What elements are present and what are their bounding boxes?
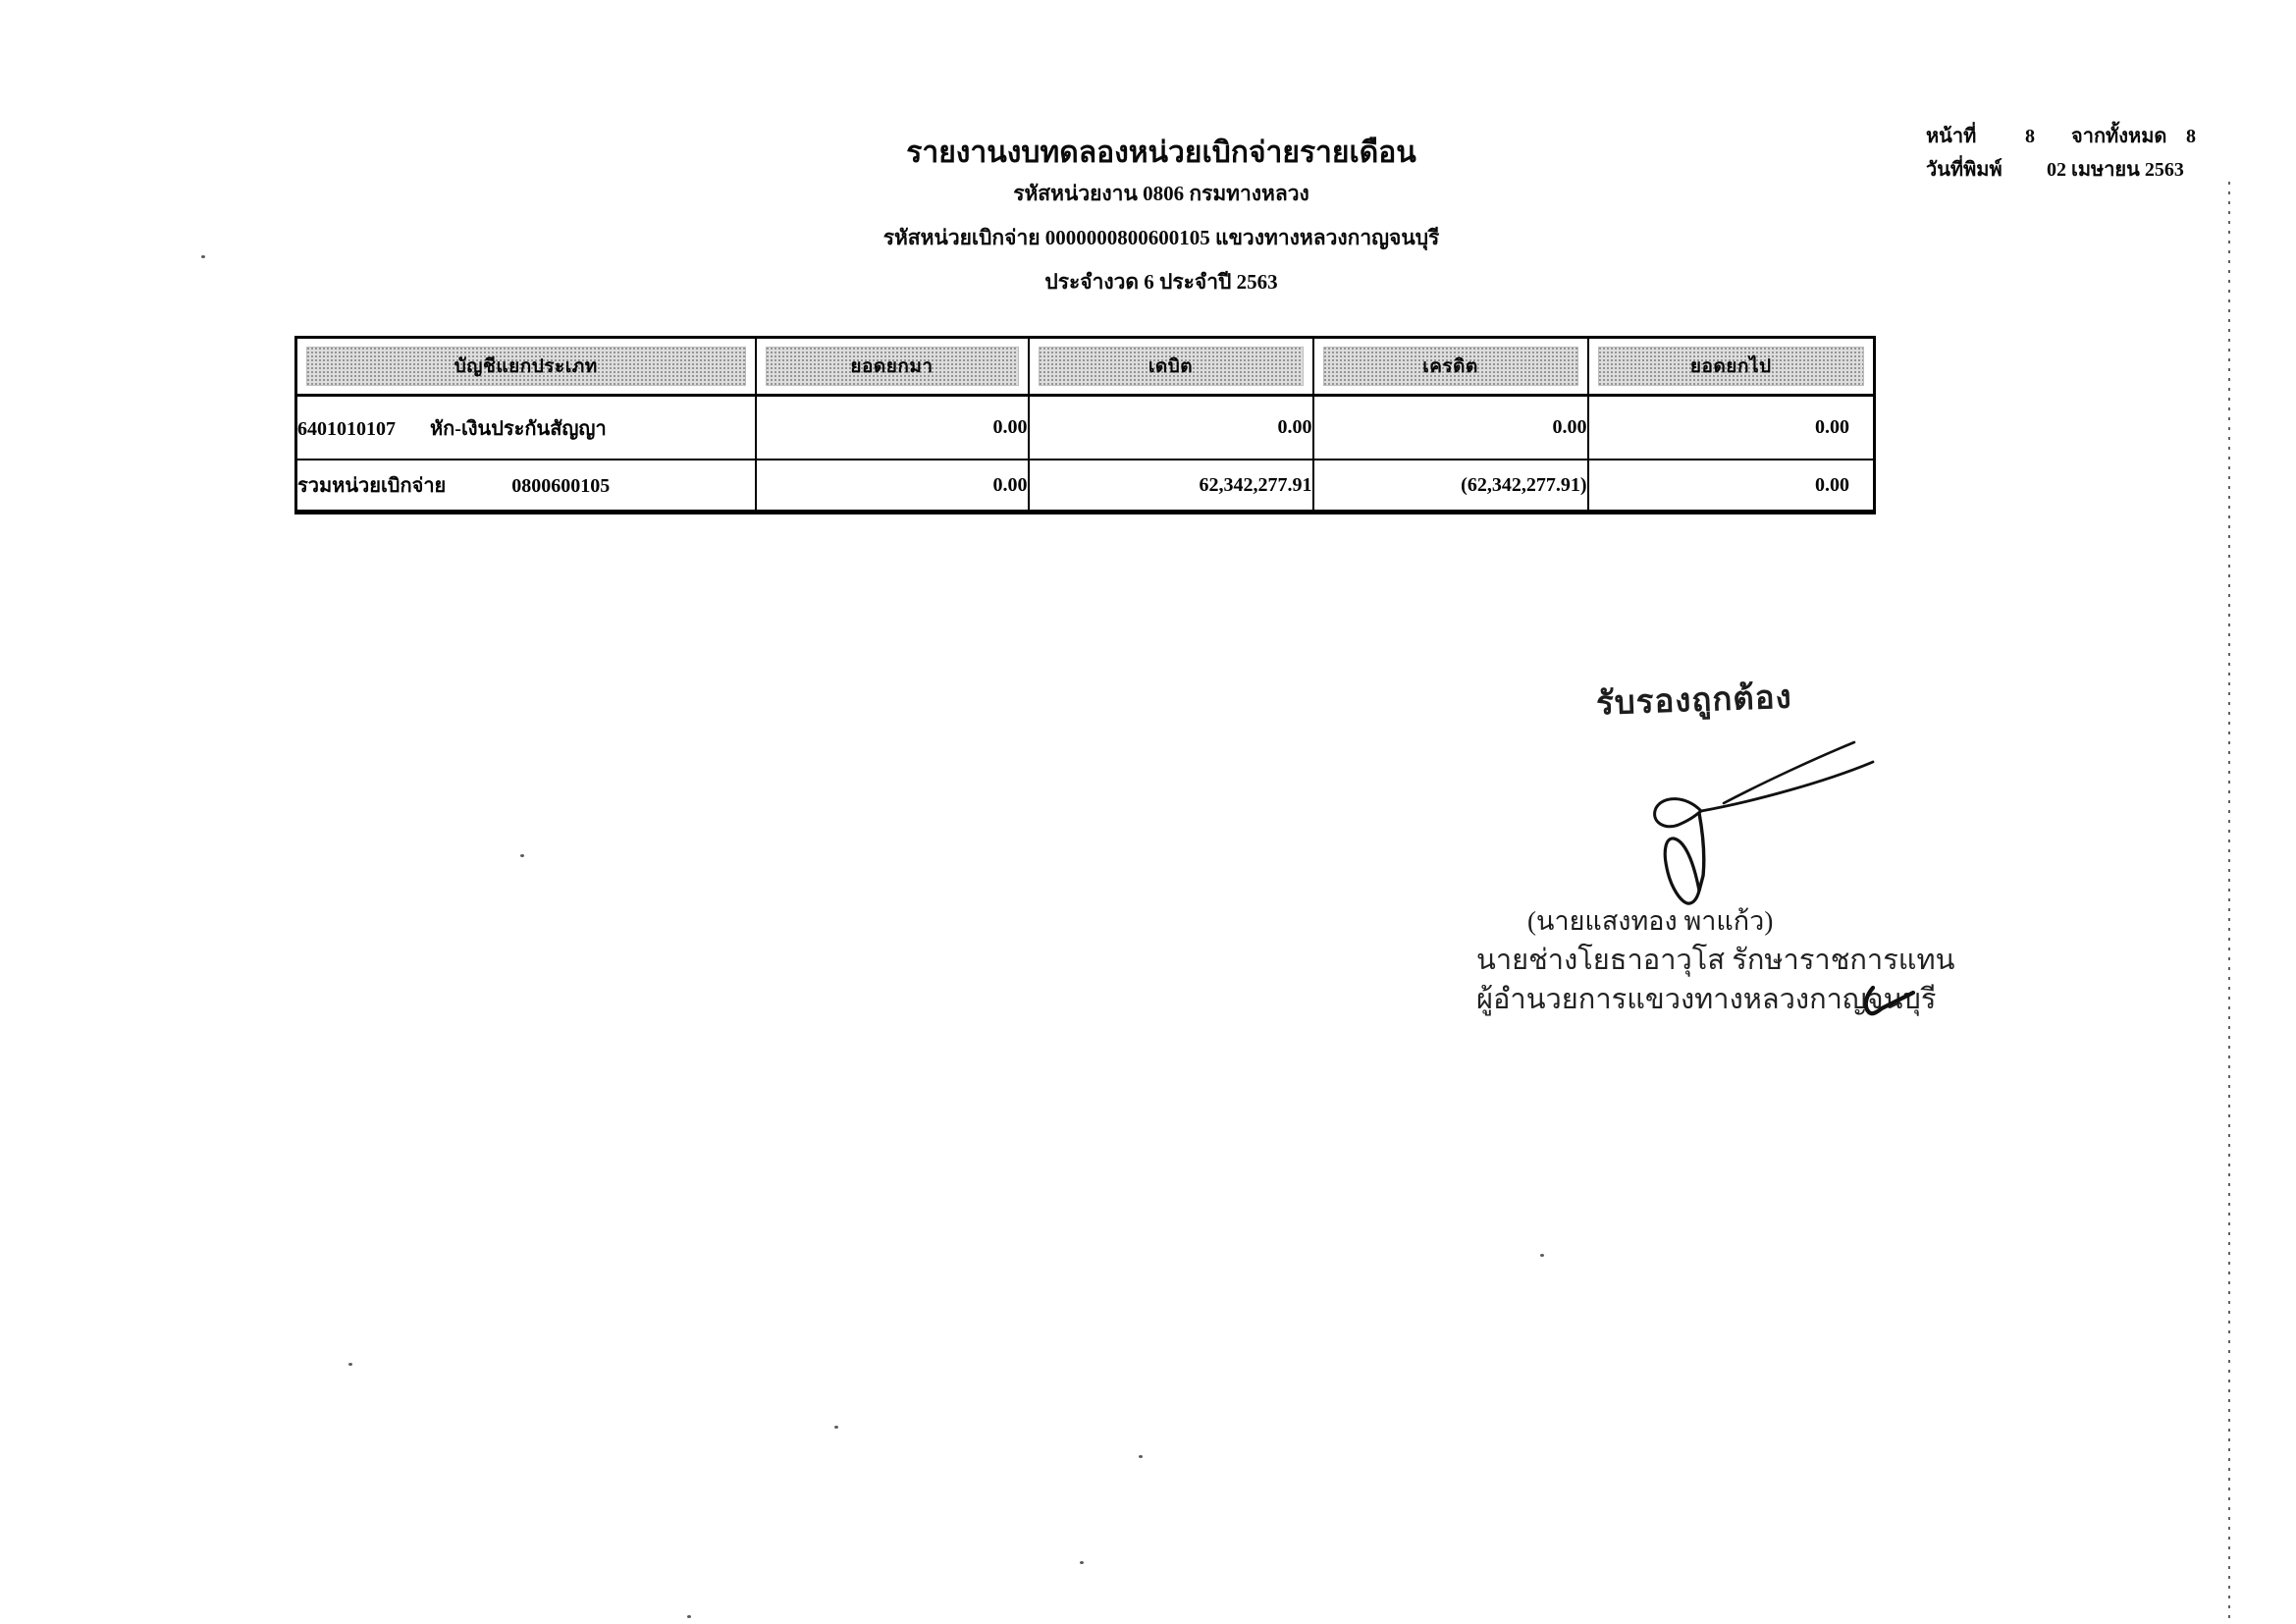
page-info: [1926, 120, 2227, 187]
handwritten-checkmark: [1857, 982, 1918, 1025]
page-number: 8: [2025, 126, 2035, 147]
report-title: รายงานงบทดลองหน่วยเบิกจ่ายรายเดือน: [906, 136, 1416, 169]
trial-balance-table: [294, 336, 1876, 514]
signer-position-1: นายช่างโยธาอาวุโส รักษาราชการแทน: [1476, 945, 1955, 976]
header-label-credit: เครดิต: [1323, 347, 1578, 386]
total-cell: [296, 460, 756, 513]
period-line: ประจำงวด 6 ประจำปี 2563: [1044, 270, 1278, 294]
header-cell-credit: [1313, 338, 1588, 396]
cell-balance-carry: 0.00: [1588, 396, 1875, 460]
page-label: หน้าที่: [1926, 126, 1977, 147]
cell-debit: 62,342,277.91: [1029, 460, 1313, 513]
cell-credit: 0.00: [1313, 396, 1588, 460]
cell-balance-forward: 0.00: [756, 396, 1029, 460]
scan-speck: [1080, 1561, 1084, 1564]
header-cell-balance-carry: [1588, 338, 1875, 396]
table-row-account: [296, 396, 1875, 460]
scan-speck: [687, 1615, 691, 1618]
header-label-account: บัญชีแยกประเภท: [306, 347, 746, 386]
print-date-label: วันที่พิมพ์: [1926, 159, 2002, 181]
header-cell-debit: [1029, 338, 1313, 396]
header-label-balance-forward: ยอดยกมา: [766, 347, 1019, 386]
print-date: 02 เมษายน 2563: [2047, 159, 2184, 181]
cell-balance-forward: 0.00: [756, 460, 1029, 513]
scan-speck: [834, 1426, 838, 1429]
account-cell: [296, 396, 756, 460]
total-label: จากทั้งหมด: [2071, 126, 2167, 147]
signer-name: (นายแสงทอง พาแก้ว): [1527, 906, 1774, 936]
header-cell-balance-forward: [756, 338, 1029, 396]
signer-position-2: ผู้อำนวยการแขวงทางหลวงกาญจนบุรี: [1476, 984, 1937, 1015]
print-date-row: [1926, 153, 2227, 187]
agency-code-line: รหัสหน่วยงาน 0806 กรมทางหลวง: [1013, 182, 1309, 205]
cell-balance-carry: 0.00: [1588, 460, 1875, 513]
account-name: หัก-เงินประกันสัญญา: [430, 417, 607, 440]
header-cell-account: [296, 338, 756, 396]
scan-speck: [348, 1363, 352, 1366]
scan-speck: [1139, 1455, 1143, 1458]
scan-speck: [1540, 1254, 1544, 1257]
scan-speck: [520, 854, 524, 857]
total-unit-code: 0800600105: [511, 475, 611, 497]
total-label: รวมหน่วยเบิกจ่าย: [297, 475, 447, 497]
scan-speck: [201, 255, 205, 258]
page-number-row: [1926, 120, 2227, 153]
cell-debit: 0.00: [1029, 396, 1313, 460]
table-header-row: [296, 338, 1875, 396]
disbursing-unit-line: รหัสหน่วยเบิกจ่าย 0000000800600105 แขวงทางหลวงกาญจนบุรี: [882, 226, 1440, 249]
total-pages: 8: [2186, 126, 2196, 147]
account-code: 6401010107: [297, 417, 396, 440]
certified-correct-stamp: รับรองถูกต้อง: [1595, 679, 1793, 723]
table-row-total: [296, 460, 1875, 513]
header-label-balance-carry: ยอดยกไป: [1598, 347, 1865, 386]
scanner-dotted-line: [2228, 182, 2230, 1624]
header-label-debit: เดบิต: [1039, 347, 1304, 386]
cell-credit: (62,342,277.91): [1313, 460, 1588, 513]
handwritten-signature: [1606, 731, 1881, 915]
